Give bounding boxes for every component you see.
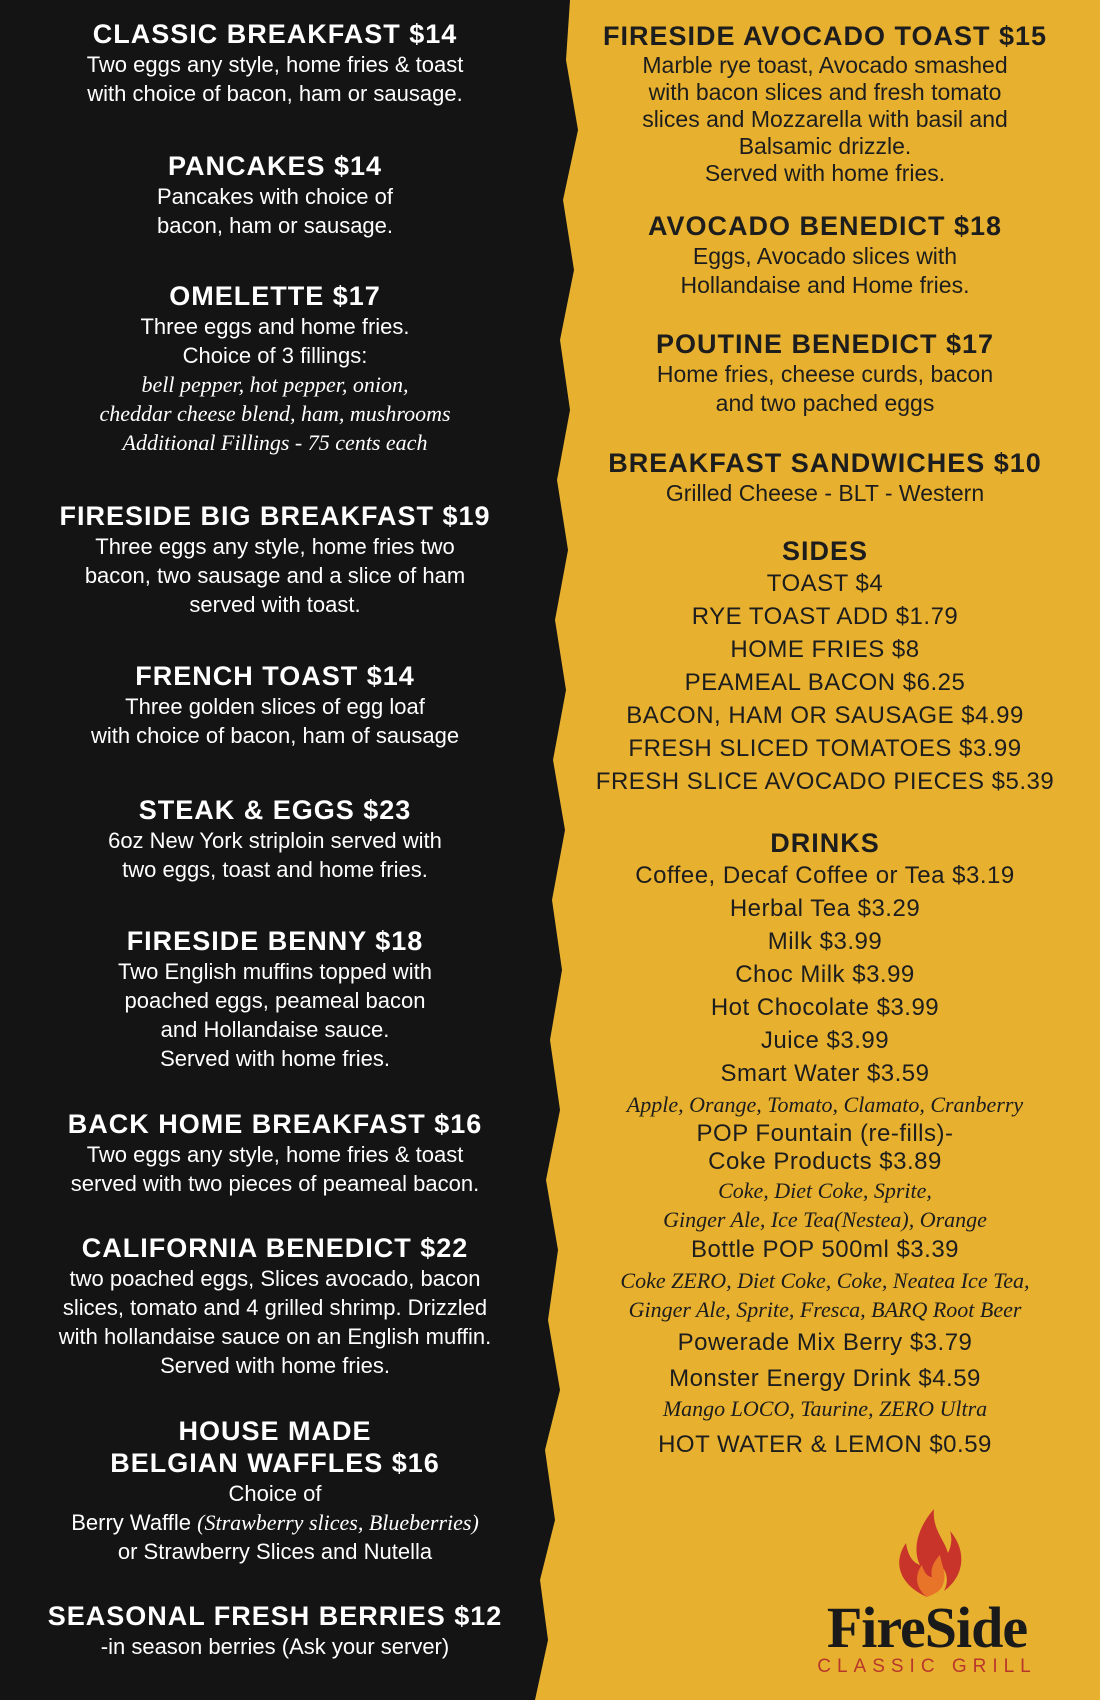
menu-item-pancakes <box>30 150 520 240</box>
item-title: FIRESIDE BIG BREAKFAST $19 <box>59 501 491 531</box>
item-title: FRENCH TOAST $14 <box>135 661 415 691</box>
item-desc-line: Grilled Cheese - BLT - Western <box>665 480 985 506</box>
item-desc-line: served with two pieces of peameal bacon. <box>70 1171 480 1196</box>
menu-item-seasonal-fresh-berries <box>30 1600 520 1661</box>
item-title: FIRESIDE AVOCADO TOAST $15 <box>602 21 1048 51</box>
item-desc-line: Choice of 3 fillings: <box>182 343 368 368</box>
item-italic-line: cheddar cheese blend, ham, mushrooms <box>99 401 451 426</box>
item-desc-line: poached eggs, peameal bacon <box>124 988 426 1013</box>
menu-item-fireside-big-breakfast <box>30 500 520 619</box>
item-desc-line: Three golden slices of egg loaf <box>125 694 425 719</box>
bottle-pop: Bottle POP 500ml $3.39 <box>690 1236 960 1263</box>
item-title: CALIFORNIA BENEDICT $22 <box>81 1233 469 1263</box>
menu-item-avocado-toast <box>580 20 1070 187</box>
logo-name: FireSide <box>826 1595 1028 1660</box>
sides-title: SIDES <box>781 536 869 566</box>
item-desc-line: bacon, two sausage and a slice of ham <box>84 563 466 588</box>
item-desc-line: served with toast. <box>189 592 361 617</box>
pop-fountain-flavours: Ginger Ale, Ice Tea(Nestea), Orange <box>663 1207 987 1232</box>
side-item: TOAST $4 <box>766 570 884 597</box>
item-title: CLASSIC BREAKFAST $14 <box>92 19 458 49</box>
item-title: OMELETTE $17 <box>169 281 381 311</box>
item-title: POUTINE BENEDICT $17 <box>655 329 995 359</box>
item-desc-line: Balsamic drizzle. <box>738 133 912 159</box>
drink-item: Coffee, Decaf Coffee or Tea $3.19 <box>635 862 1015 889</box>
item-desc-line: with bacon slices and fresh tomato <box>648 79 1002 105</box>
menu-item-avocado-benedict <box>580 210 1070 300</box>
menu-item-back-home-breakfast <box>30 1108 520 1198</box>
item-desc-line: Choice of <box>228 1481 322 1506</box>
item-desc-line: and two pached eggs <box>715 390 935 416</box>
bottle-pop-flavours: Ginger Ale, Sprite, Fresca, BARQ Root Beer <box>628 1297 1022 1322</box>
drinks-title: DRINKS <box>770 828 880 858</box>
item-title: PANCAKES $14 <box>167 151 383 181</box>
drinks-section <box>580 827 1070 1468</box>
menu-item-classic-breakfast <box>30 18 520 108</box>
item-title: STEAK & EGGS $23 <box>138 795 412 825</box>
item-desc-line: Eggs, Avocado slices with <box>692 243 958 269</box>
item-desc-line: Pancakes with choice of <box>156 184 394 209</box>
pop-fountain-line: POP Fountain (re-fills)- <box>696 1120 954 1147</box>
drink-item: Milk $3.99 <box>767 928 883 955</box>
drink-item: Juice $3.99 <box>760 1027 890 1054</box>
drink-item: Choc Milk $3.99 <box>735 961 915 988</box>
menu-item-omelette <box>30 280 520 457</box>
menu-item-breakfast-sandwiches <box>580 447 1070 508</box>
item-desc-line: or Strawberry Slices and Nutella <box>117 1539 433 1564</box>
item-desc-line: Hollandaise and Home fries. <box>680 272 970 298</box>
item-title: BELGIAN WAFFLES $16 <box>110 1448 440 1478</box>
item-title: SEASONAL FRESH BERRIES $12 <box>47 1601 503 1631</box>
side-item: FRESH SLICE AVOCADO PIECES $5.39 <box>595 768 1055 795</box>
item-italic-line: Additional Fillings - 75 cents each <box>122 430 428 455</box>
waffle-line-italic: (Strawberry slices, Blueberries) <box>197 1510 479 1535</box>
side-item: HOME FRIES $8 <box>730 636 920 663</box>
item-desc-line <box>30 1508 520 1537</box>
item-desc-line: with choice of bacon, ham or sausage. <box>87 81 463 106</box>
item-desc-line: 6oz New York striploin served with <box>108 828 442 853</box>
item-desc-line: Two English muffins topped with <box>118 959 432 984</box>
item-desc-line: Served with home fries. <box>160 1353 390 1378</box>
item-desc-line: Home fries, cheese curds, bacon <box>656 361 994 387</box>
drink-item: Hot Chocolate $3.99 <box>710 994 940 1021</box>
side-item: BACON, HAM OR SAUSAGE $4.99 <box>626 702 1024 729</box>
flame-icon <box>882 1505 972 1600</box>
item-desc-line: Three eggs and home fries. <box>140 314 410 339</box>
item-desc-line: two poached eggs, Slices avocado, bacon <box>69 1266 481 1291</box>
hot-water: HOT WATER & LEMON $0.59 <box>658 1431 992 1458</box>
pop-fountain-flavours: Coke, Diet Coke, Sprite, <box>718 1178 932 1203</box>
item-desc-line: Three eggs any style, home fries two <box>95 534 455 559</box>
item-desc-line: slices and Mozzarella with basil and <box>642 106 1008 132</box>
item-title: FIRESIDE BENNY $18 <box>126 926 424 956</box>
sides-section <box>580 535 1070 798</box>
item-desc-line: Two eggs any style, home fries & toast <box>86 52 464 77</box>
item-desc-line: Marble rye toast, Avocado smashed <box>642 52 1008 78</box>
side-item: PEAMEAL BACON $6.25 <box>684 669 966 696</box>
item-title: BREAKFAST SANDWICHES $10 <box>608 448 1042 478</box>
item-desc-line: slices, tomato and 4 grilled shrimp. Drizzled <box>62 1295 488 1320</box>
item-desc-line: and Hollandaise sauce. <box>160 1017 390 1042</box>
side-item: FRESH SLICED TOMATOES $3.99 <box>628 735 1022 762</box>
waffle-line-text: Berry Waffle <box>71 1510 198 1535</box>
monster: Monster Energy Drink $4.59 <box>669 1365 981 1392</box>
item-desc-line: with choice of bacon, ham of sausage <box>90 723 460 748</box>
monster-flavours: Mango LOCO, Taurine, ZERO Ultra <box>662 1396 988 1421</box>
item-title: AVOCADO BENEDICT $18 <box>647 211 1003 241</box>
juice-flavours: Apple, Orange, Tomato, Clamato, Cranberry <box>626 1092 1024 1117</box>
item-desc-line: Served with home fries. <box>704 160 946 186</box>
item-italic-line: bell pepper, hot pepper, onion, <box>141 372 409 397</box>
menu-item-fireside-benny <box>30 925 520 1073</box>
drink-item: Smart Water $3.59 <box>720 1060 930 1087</box>
item-title: HOUSE MADE <box>178 1416 372 1446</box>
pop-fountain-line: Coke Products $3.89 <box>708 1148 942 1175</box>
bottle-pop-flavours: Coke ZERO, Diet Coke, Coke, Neatea Ice Tea, <box>620 1268 1030 1293</box>
item-desc-line: -in season berries (Ask your server) <box>100 1634 450 1659</box>
item-desc-line: bacon, ham or sausage. <box>156 213 394 238</box>
menu-item-california-benedict <box>30 1232 520 1380</box>
menu-item-steak-and-eggs <box>30 794 520 884</box>
powerade: Powerade Mix Berry $3.79 <box>677 1329 973 1356</box>
drink-item: Herbal Tea $3.29 <box>729 895 921 922</box>
side-item: RYE TOAST ADD $1.79 <box>691 603 959 630</box>
item-desc-line: two eggs, toast and home fries. <box>122 857 428 882</box>
fireside-logo <box>782 1505 1072 1690</box>
item-desc-line: Two eggs any style, home fries & toast <box>86 1142 464 1167</box>
item-desc-line: with hollandaise sauce on an English muffin. <box>58 1324 492 1349</box>
menu-item-belgian-waffles <box>30 1415 520 1566</box>
menu-item-poutine-benedict <box>580 328 1070 418</box>
logo-subtitle: CLASSIC GRILL <box>817 1656 1037 1677</box>
item-desc-line: Served with home fries. <box>160 1046 390 1071</box>
item-title: BACK HOME BREAKFAST $16 <box>67 1109 483 1139</box>
menu-item-french-toast <box>30 660 520 750</box>
